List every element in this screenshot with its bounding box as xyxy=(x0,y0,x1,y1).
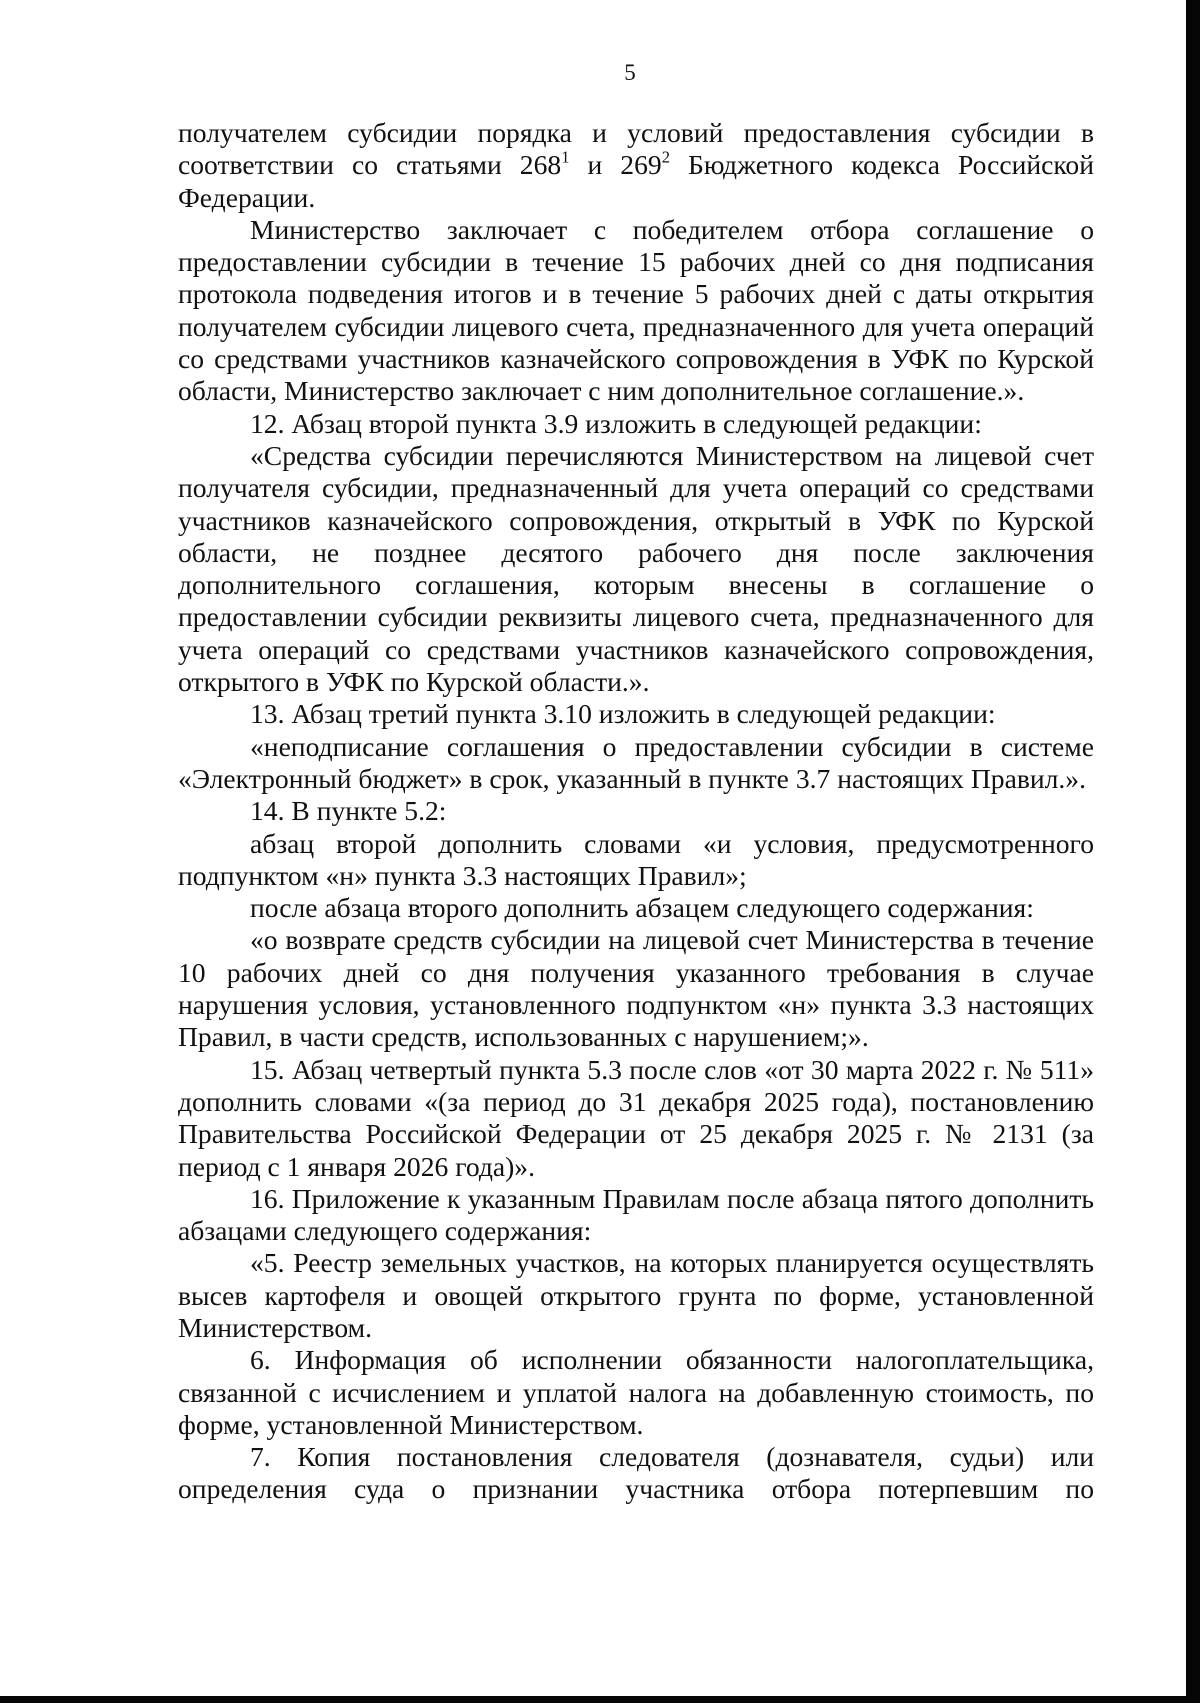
paragraph-11: 15. Абзац четвертый пункта 5.3 после слов «от 30 марта 2022 г. № 511» дополнить словами «(за период до 31 декабря 2025 года), постановлению Правительства Российской Федерации от 25 декабря 2025 г. № 2131 (за период с 1 января 2026 года)». xyxy=(178,1053,1094,1182)
paragraph-1 xyxy=(178,117,1094,214)
paragraph-1-text-c: Бюджетного кодекса Российской Федерации. xyxy=(178,149,1094,213)
paragraph-7: 14. В пункте 5.2: xyxy=(250,795,447,827)
paragraph-13: «5. Реестр земельных участков, на которых планируется осуществлять высев картофеля и овощей открытого грунта по форме, установленной Министерством. xyxy=(178,1247,1094,1343)
paragraph-9: после абзаца второго дополнить абзацем следующего содержания: xyxy=(250,892,1034,924)
page-number: 5 xyxy=(624,60,636,85)
document-body xyxy=(178,117,1094,1506)
paragraph-15 xyxy=(178,1441,1094,1506)
paragraph-3: 12. Абзац второй пункта 3.9 изложить в следующей редакции: xyxy=(250,407,982,439)
paragraph-1-text-a: получателем субсидии порядка и условий предоставления субсидии в соответствии со статьями 268 xyxy=(178,117,1094,181)
paragraph-10: «о возврате средств субсидии на лицевой счет Министерства в течение 10 рабочих дней со дня получения указанного требования в случае нарушения условия, установленного подпунктом «н» пункта 3.3 настоящих Правил, в части средств, использованных с нарушением;». xyxy=(178,924,1094,1053)
paragraph-12: 16. Приложение к указанным Правилам после абзаца пятого дополнить абзацами следующего содержания: xyxy=(178,1182,1094,1247)
paragraph-2: Министерство заключает с победителем отбора соглашение о предоставлении субсидии в течение 15 рабочих дней со дня подписания протокола подведения итогов и в течение 5 рабочих дней с даты открытия получателем субсидии лицевого счета, предназначенного для учета операций со средствами участников казначейского сопровождения в УФК по Курской области, Министерство заключает с ним дополнительное соглашение.». xyxy=(178,213,1094,407)
paragraph-14: 6. Информация об исполнении обязанности налогоплательщика, связанной с исчислением и уплатой налога на добавленную стоимость, по форме, установленной Министерством. xyxy=(178,1344,1094,1440)
paragraph-8: абзац второй дополнить словами «и условия, предусмотренного подпунктом «н» пункта 3.3 настоящих Правил»; xyxy=(178,827,1094,891)
paragraph-1-text-b: и 269 xyxy=(569,149,662,181)
paragraph-4: «Средства субсидии перечисляются Министерством на лицевой счет получателя субсидии, предназначенный для учета операций со средствами участников казначейского сопровождения, открытый в УФК по Курской области, не позднее десятого рабочего дня после заключения дополнительного соглашения, которым внесены в соглашение о предоставлении субсидии реквизиты лицевого счета, предназначенного для учета операций со средствами участников казначейского сопровождения, открытого в УФК по Курской области.». xyxy=(178,439,1094,698)
scan-edge-bottom xyxy=(0,1696,1200,1703)
paragraph-5: 13. Абзац третий пункта 3.10 изложить в следующей редакции: xyxy=(250,698,996,730)
scan-edge-right xyxy=(1186,0,1200,1703)
superscript-1: 1 xyxy=(561,147,570,167)
superscript-2: 2 xyxy=(661,147,670,167)
paragraph-15-line-1: 7. Копия постановления следователя (дознавателя, судьи) или xyxy=(250,1441,1094,1473)
paragraph-15-line-2: определения суда о признании участника отбора потерпевшим по xyxy=(178,1473,1094,1505)
paragraph-6: «неподписание соглашения о предоставлении субсидии в системе «Электронный бюджет» в срок, указанный в пункте 3.7 настоящих Правил.». xyxy=(178,730,1094,794)
